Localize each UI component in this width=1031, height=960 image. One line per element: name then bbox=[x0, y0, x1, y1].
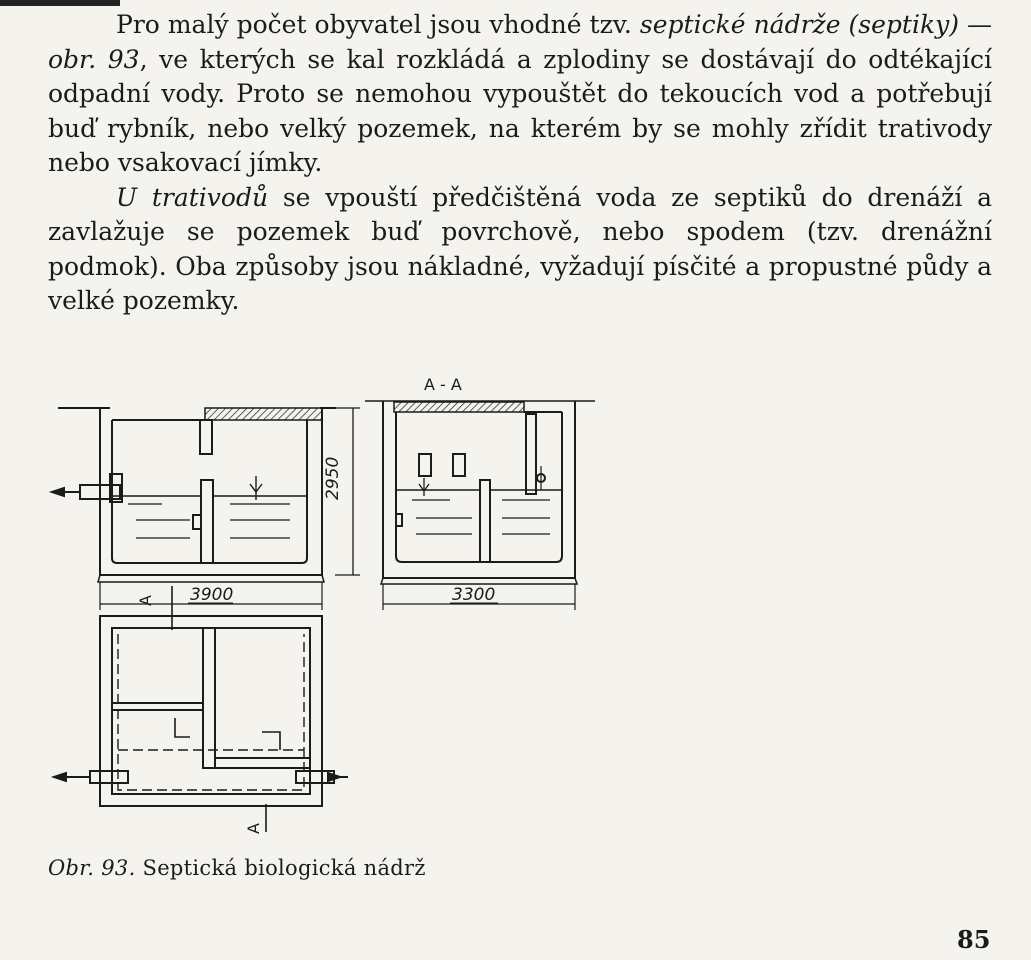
page-number: 85 bbox=[957, 925, 991, 954]
caption-label: Obr. 93. bbox=[48, 856, 136, 880]
body-text bbox=[48, 8, 992, 319]
cut-marker-top: A bbox=[136, 595, 155, 606]
paragraph-1-text-b: , ve kterých se kal rozkládá a zplodiny se dostávají do odtékající odpadní vody. Proto se nemohou vypouštět do tekoucích vod a potřebují buď rybník, nebo velký pozemek, na kterém by se mohly zřídit trativody nebo vsakovací jímky. bbox=[48, 44, 992, 177]
paragraph-1-italic: septické nádrže (septiky) — obr. 93 bbox=[48, 10, 992, 74]
plan-view bbox=[54, 586, 348, 834]
paragraph-1-text-a: Pro malý počet obyvatel jsou vhodné tzv. bbox=[116, 10, 640, 39]
longitudinal-section bbox=[52, 408, 360, 610]
caption-text: Septická biologická nádrž bbox=[135, 856, 426, 880]
paragraph-2-text: se vpouští předčištěná voda ze septiků do drenáží a zavlažuje se pozemek buď povrchově, nebo spodem (tzv. drenážní podmok). Oba způsoby jsou nákladné, vyžadují písčité a propustné půdy a velké pozemky. bbox=[48, 182, 992, 315]
width-dimension-section: 3300 bbox=[452, 585, 496, 605]
paragraph-drainage bbox=[48, 181, 992, 319]
technical-drawing bbox=[40, 360, 620, 840]
width-dimension-main: 3900 bbox=[190, 585, 234, 605]
top-rule bbox=[0, 0, 120, 6]
figure-caption bbox=[48, 856, 426, 880]
figure-septic-tank-drawing bbox=[40, 360, 620, 840]
cut-marker-bottom: A bbox=[244, 823, 263, 834]
paragraph-2-italic: U trativodů bbox=[116, 182, 269, 212]
section-label: A - A bbox=[424, 375, 462, 394]
cross-section-a-a bbox=[365, 375, 595, 610]
height-dimension: 2950 bbox=[323, 456, 343, 500]
paragraph-septic-tanks bbox=[48, 8, 992, 181]
